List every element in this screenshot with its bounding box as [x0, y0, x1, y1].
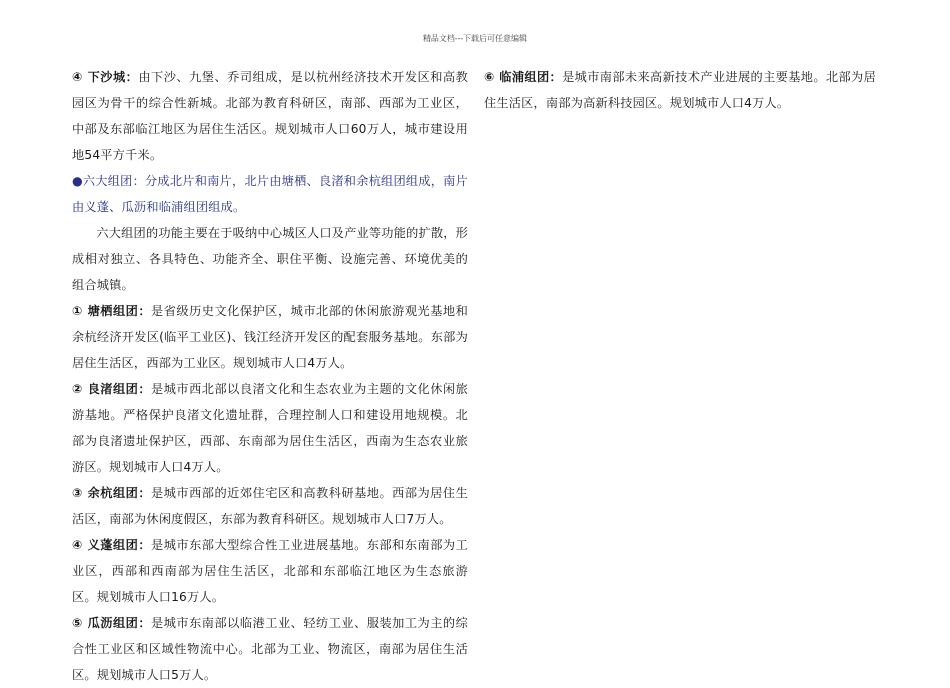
- paragraph-label: ② 良渚组团：: [72, 382, 152, 396]
- paragraph-label: ④ 下沙城：: [72, 70, 139, 84]
- paragraph-text: 是城市东南部以临港工业、轻纺工业、服装加工为主的综合性工业区和区域性物流中心。北部为工业、物流区，南部为居住生活区。规划城市人口5万人。: [72, 616, 469, 682]
- paragraph-label: ⑥ 临浦组团：: [484, 70, 563, 84]
- page-header: 精品文档---下载后可任意编辑: [422, 34, 528, 43]
- paragraph-yuhang-cluster: [72, 480, 468, 532]
- paragraph-label: ③ 余杭组团：: [72, 486, 152, 500]
- paragraph-label: ④ 义蓬组团：: [72, 538, 152, 552]
- paragraph-text: 是城市南部未来高新技术产业进展的主要基地。北部为居住生活区，南部为高新科技园区。规划城市人口4万人。: [484, 70, 876, 110]
- paragraph-xiasha-city: [72, 64, 468, 168]
- paragraph-label: ① 塘栖组团：: [72, 304, 152, 318]
- right-column: [484, 64, 876, 116]
- paragraph-text: 是省级历史文化保护区，城市北部的休闲旅游观光基地和余杭经济开发区(临平工业区)、钱江经济开发区的配套服务基地。东部为居住生活区，西部为工业区。规划城市人口4万人。: [72, 304, 469, 370]
- paragraph-text: 由下沙、九堡、乔司组成，是以杭州经济技术开发区和高教园区为骨干的综合性新城。北部为教育科研区，南部、西部为工业区，中部及东部临江地区为居住生活区。规划城市人口60万人，城市建设用地54平方千米。: [72, 70, 469, 162]
- left-column: [72, 64, 468, 688]
- paragraph-text: 是城市西部的近郊住宅区和高教科研基地。西部为居住生活区，南部为休闲度假区，东部为教育科研区。规划城市人口7万人。: [72, 486, 469, 526]
- paragraph-text: 六大组团的功能主要在于吸纳中心城区人口及产业等功能的扩散，形成相对独立、各具特色、功能齐全、职住平衡、设施完善、环境优美的组合城镇。: [72, 226, 469, 292]
- paragraph-linpu-cluster: [484, 64, 876, 116]
- paragraph-text: 是城市东部大型综合性工业进展基地。东部和东南部为工业区，西部和西南部为居住生活区，北部和东部临江地区为生态旅游区。规划城市人口16万人。: [72, 538, 469, 604]
- paragraph-liangzhu-cluster: [72, 376, 468, 480]
- paragraph-tangqi-cluster: [72, 298, 468, 376]
- paragraph-six-clusters-summary: [72, 168, 468, 220]
- paragraph-yipeng-cluster: [72, 532, 468, 610]
- paragraph-text: 是城市西北部以良渚文化和生态农业为主题的文化休闲旅游基地。严格保护良渚文化遗址群，合理控制人口和建设用地规模。北部为良渚遗址保护区，西部、东南部为居住生活区，西南为生态农业旅游区。规划城市人口4万人。: [72, 382, 469, 474]
- paragraph-text: ●六大组团：分成北片和南片，北片由塘栖、良渚和余杭组团组成，南片由义蓬、瓜沥和临浦组团组成。: [72, 174, 468, 214]
- paragraph-label: ⑤ 瓜沥组团：: [72, 616, 152, 630]
- paragraph-guali-cluster: [72, 610, 468, 688]
- paragraph-six-clusters-function: [72, 220, 468, 298]
